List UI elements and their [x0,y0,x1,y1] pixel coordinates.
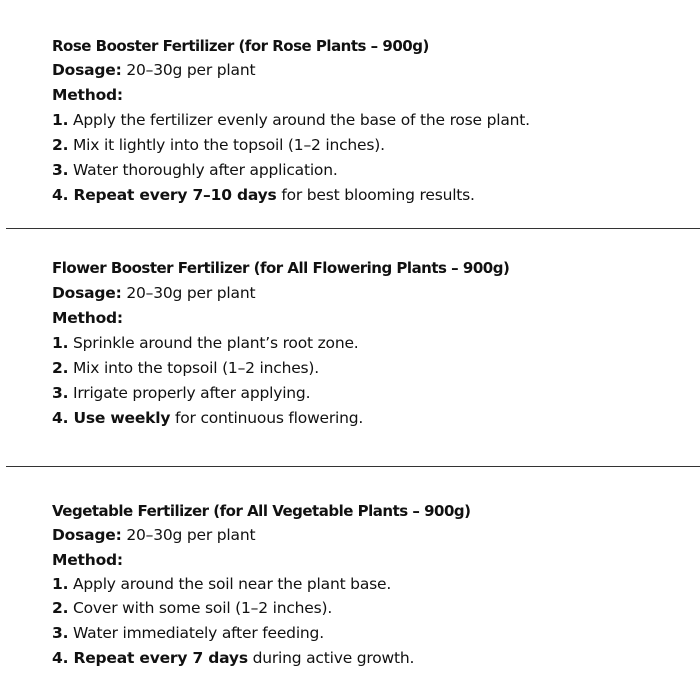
step-emphasis: Repeat every 7–10 days [68,186,277,204]
section-divider [6,228,700,229]
dosage-line [52,61,255,79]
step-item [52,334,359,352]
section-title: Rose Booster Fertilizer (for Rose Plants – 900g) [52,37,429,55]
section-title: Flower Booster Fertilizer (for All Flowering Plants – 900g) [52,259,510,277]
step-number: 1. [52,334,69,352]
step-number: 4. [52,409,69,427]
step-number: 2. [52,359,69,377]
step-item [52,575,391,593]
step-item [52,599,332,617]
step-number: 4. [52,186,69,204]
step-number: 3. [52,384,69,402]
step-item [52,186,475,204]
step-number: 1. [52,575,69,593]
step-text: during active growth. [247,649,415,667]
dosage-value: 20–30g per plant [121,61,256,79]
step-text: Sprinkle around the plant’s root zone. [68,334,359,352]
step-item [52,359,319,377]
step-item [52,384,310,402]
step-item [52,409,363,427]
step-text: Mix into the topsoil (1–2 inches). [68,359,319,377]
step-item [52,161,338,179]
dosage-line [52,284,255,302]
section-title: Vegetable Fertilizer (for All Vegetable Plants – 900g) [52,502,471,520]
step-text: Cover with some soil (1–2 inches). [68,599,333,617]
step-text: for continuous flowering. [170,409,364,427]
section-divider [6,466,700,467]
dosage-value: 20–30g per plant [121,526,256,544]
method-label: Method: [52,309,123,327]
dosage-label: Dosage: [52,61,122,79]
step-text: Water thoroughly after application. [68,161,338,179]
dosage-label: Dosage: [52,526,122,544]
dosage-line [52,526,255,544]
step-item [52,111,530,129]
step-number: 2. [52,136,69,154]
step-item [52,649,414,667]
step-number: 1. [52,111,69,129]
dosage-label: Dosage: [52,284,122,302]
method-label: Method: [52,551,123,569]
step-text: Water immediately after feeding. [68,624,324,642]
step-text: Apply the fertilizer evenly around the base of the rose plant. [68,111,530,129]
step-text: Apply around the soil near the plant base. [68,575,392,593]
step-text: for best blooming results. [276,186,475,204]
step-text: Irrigate properly after applying. [68,384,311,402]
dosage-value: 20–30g per plant [121,284,256,302]
step-text: Mix it lightly into the topsoil (1–2 inches). [68,136,385,154]
step-item [52,624,324,642]
step-emphasis: Use weekly [68,409,171,427]
step-item [52,136,385,154]
step-number: 4. [52,649,69,667]
step-emphasis: Repeat every 7 days [68,649,248,667]
method-label: Method: [52,86,123,104]
step-number: 3. [52,161,69,179]
step-number: 3. [52,624,69,642]
step-number: 2. [52,599,69,617]
